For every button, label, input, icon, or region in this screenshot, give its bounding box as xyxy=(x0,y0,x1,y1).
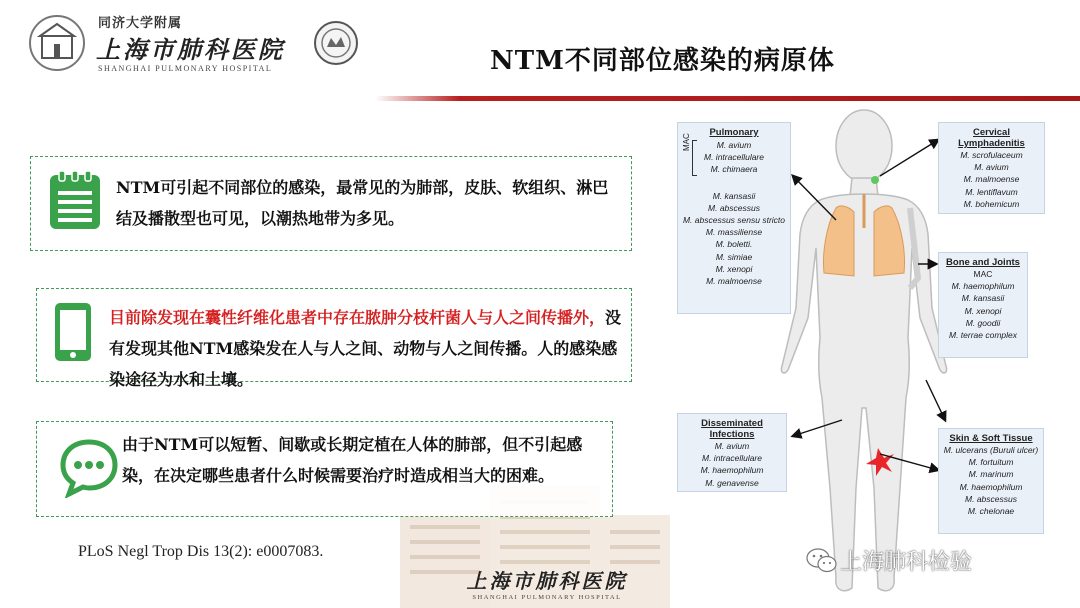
disseminated-item: M. haemophilum xyxy=(700,465,764,476)
disseminated-item: M. intracellulare xyxy=(702,453,762,464)
panel-bone-and-joints xyxy=(938,252,1028,358)
panel-skin-soft-tissue xyxy=(938,428,1044,534)
bone-mac: MAC xyxy=(973,269,993,279)
pulmonary-item: M. abscessus xyxy=(708,202,760,213)
bone-item: M. xenopi xyxy=(964,305,1002,316)
panel-cervical-lymphadenitis xyxy=(938,122,1045,214)
pulmonary-item: M. boletti. xyxy=(715,239,753,250)
footer-hospital-english: SHANGHAI PULMONARY HOSPITAL xyxy=(472,594,622,601)
mac-bracket xyxy=(692,140,697,176)
info-box-3-text: 由于NTM可以短暂、间歇或长期定植在人体的肺部，但不引起感染，在决定哪些患者什么时候需要治疗时造成相当大的困难。 xyxy=(122,435,583,485)
skin-item: M. marinum xyxy=(968,469,1014,480)
panel-cervical-title: Cervical Lymphadenitis xyxy=(958,127,1025,149)
pulmonary-item: M. malmoense xyxy=(706,276,762,287)
pulmonary-item: M. massiliense xyxy=(705,227,763,238)
logo-affiliation: 同济大学附属 xyxy=(98,16,183,31)
logo-hospital-name: 上海市肺科医院 xyxy=(96,35,285,64)
panel-disseminated-title: Disseminated Infections xyxy=(701,418,763,440)
logo-hospital-english: SHANGHAI PULMONARY HOSPITAL xyxy=(98,64,273,73)
bone-item: M. goodii xyxy=(965,317,1001,328)
page-title: NTM不同部位感染的病原体 xyxy=(490,46,835,76)
info-box-2-highlight: 目前除发现在囊性纤维化患者中存在脓肿分枝杆菌人与人之间传播外， xyxy=(109,308,606,327)
wechat-icon xyxy=(806,547,838,575)
mac-label: MAC xyxy=(682,133,691,151)
info-box-1-text: NTM可引起不同部位的感染，最常见的为肺部，皮肤、软组织、淋巴结及播散型也可见，以潮热地带为多见。 xyxy=(116,178,609,228)
cervical-item: M. lentiflavum xyxy=(965,186,1018,197)
info-box-2-body: 没有发现其他NTM感染发在人与人之间、动物与人之间传播。人的感染感染途径为水和土壤。 xyxy=(109,308,622,389)
panel-disseminated-infections xyxy=(677,413,787,492)
panel-pulmonary-title: Pulmonary xyxy=(709,127,759,138)
watermark-text: 上海肺科检验 xyxy=(840,550,973,575)
panel-pulmonary xyxy=(677,122,791,314)
mac-item: M. avium xyxy=(716,140,752,150)
skin-item: M. abscessus xyxy=(965,493,1017,504)
cervical-item: M. avium xyxy=(974,162,1009,173)
skin-item: M. ulcerans (Buruli ulcer) xyxy=(943,445,1039,455)
panel-skin-title: Skin & Soft Tissue xyxy=(949,433,1033,444)
bone-item: M. kansasii xyxy=(961,293,1005,304)
skin-item: M. haemophilum xyxy=(959,481,1023,492)
cervical-item: M. bohemicum xyxy=(963,198,1020,209)
skin-item: M. chelonae xyxy=(967,506,1015,517)
mac-item: M. chimaera xyxy=(710,164,758,175)
footer-hospital-logo xyxy=(452,565,642,605)
cervical-item: M. malmoense xyxy=(963,174,1020,185)
bone-item: M. terrae complex xyxy=(948,330,1018,341)
disseminated-item: M. genavense xyxy=(705,477,759,488)
mac-item: M. intracellulare xyxy=(704,152,764,163)
pulmonary-item: M. kansasii xyxy=(712,190,756,201)
citation: PLoS Negl Trop Dis 13(2): e0007083. xyxy=(78,543,324,560)
pulmonary-item: M. simiae xyxy=(715,251,753,262)
bone-item: M. haemophilum xyxy=(951,281,1015,292)
pulmonary-item: M. abscessus sensu stricto xyxy=(682,215,786,226)
cervical-item: M. scrofulaceum xyxy=(960,150,1023,160)
footer-hospital-name: 上海市肺科医院 xyxy=(466,569,628,593)
skin-item: M. fortuitum xyxy=(968,457,1014,468)
pulmonary-item: M. xenopi xyxy=(715,263,753,274)
mac-group xyxy=(678,133,790,176)
panel-bone-title: Bone and Joints xyxy=(946,257,1020,268)
disseminated-item: M. avium xyxy=(714,441,750,451)
